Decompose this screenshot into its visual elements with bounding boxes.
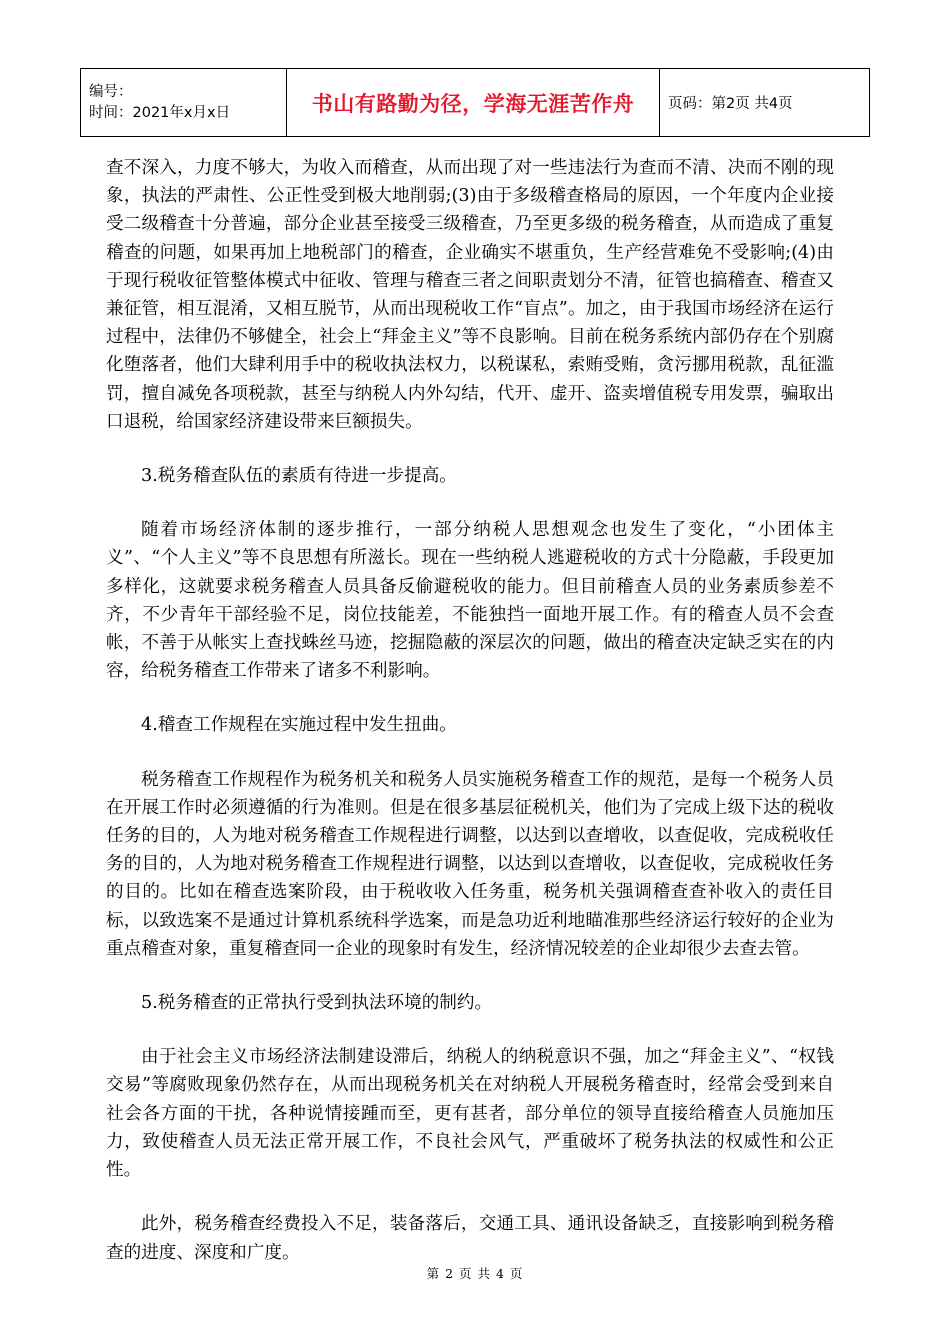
page-footer: 第 2 页 共 4 页 xyxy=(426,1266,524,1281)
header-motto: 书山有路勤为径，学海无涯苦作舟 xyxy=(287,69,660,137)
paragraph-funding: 此外，税务稽查经费投入不足，装备落后，交通工具、通讯设备缺乏，直接影响到税务稽查的进度、深度和广度。 xyxy=(106,1214,834,1263)
paragraph-enforcement-environment: 由于社会主义市场经济法制建设滞后，纳税人的纳税意识不强，加之“拜金主义”、“权钱交易”等腐败现象仍然存在，从而出现税务机关在对纳税人开展税务稽查时，经常会受到来自社会各方面的干扰，各种说情接踵而至，更有甚者，部分单位的领导直接给稽查人员施加压力，致使稽查人员无法正常开展工作，不良社会风气，严重破坏了税务执法的权威性和公正性。 xyxy=(106,1047,834,1181)
section-heading-3: 3.税务稽查队伍的素质有待进一步提高。 xyxy=(141,466,457,487)
paragraph-work-procedures: 税务稽查工作规程作为税务机关和税务人员实施税务稽查工作的规范，是每一个税务人员在开展工作时必须遵循的行为准则。但是在很多基层征税机关，他们为了完成上级下达的税收任务的目的，人为地对税务稽查工作规程进行调整，以达到以查增收，以查促收，完成税收任务的目的，人为地对税务稽查工作规程进行调整，以达到以查增收，以查促收，完成税收任务的目的。比如在稽查选案阶段，由于税收收入任务重，税务机关强调稽查查补收入的责任目标，以致选案不是通过计算机系统科学选案，而是急功近利地瞄准那些经济运行较好的企业为重点稽查对象，重复稽查同一企业的现象时有发生，经济情况较差的企业却很少去查去管。 xyxy=(106,769,834,959)
header-meta-cell xyxy=(81,69,287,137)
section-heading-5: 5.税务稽查的正常执行受到执法环境的制约。 xyxy=(141,993,493,1014)
page-header xyxy=(80,68,870,137)
number-label: 编号： xyxy=(89,83,133,100)
time-label: 时间：2021年x月x日 xyxy=(89,104,231,121)
document-body xyxy=(106,154,834,1293)
paragraph-continuation: 查不深入，力度不够大，为收入而稽查，从而出现了对一些违法行为查而不清、决而不刚的现象，执法的严肃性、公正性受到极大地削弱;(3)由于多级稽查格局的原因，一个年度内企业接受二级稽查十分普遍，部分企业甚至接受三级稽查，乃至更多级的税务稽查，从而造成了重复稽查的问题，如果再加上地税部门的稽查，企业确实不堪重负，生产经营难免不受影响;(4)由于现行税收征管整体模式中征收、管理与稽查三者之间职责划分不清，征管也搞稽查、稽查又兼征管，相互混淆，又相互脱节，从而出现税收工作“盲点”。加之，由于我国市场经济在运行过程中，法律仍不够健全，社会上“拜金主义”等不良影响。目前在税务系统内部仍存在个别腐化堕落者，他们大肆利用手中的税收执法权力，以税谋私，索贿受贿，贪污挪用税款，乱征滥罚，擅自减免各项税款，甚至与纳税人内外勾结，代开、虚开、盗卖增值税专用发票，骗取出口退税，给国家经济建设带来巨额损失。 xyxy=(106,158,834,432)
header-page-info: 页码：第2页 共4页 xyxy=(660,69,870,137)
paragraph-staff-quality: 随着市场经济体制的逐步推行，一部分纳税人思想观念也发生了变化，“小团体主义”、“个人主义”等不良思想有所滋长。现在一些纳税人逃避税收的方式十分隐蔽，手段更加多样化，这就要求税务稽查人员具备反偷避税收的能力。但目前稽查人员的业务素质参差不齐，不少青年干部经验不足，岗位技能差，不能独挡一面地开展工作。有的稽查人员不会查帐，不善于从帐实上查找蛛丝马迹，挖掘隐蔽的深层次的问题，做出的稽查决定缺乏实在的内容，给税务稽查工作带来了诸多不利影响。 xyxy=(106,520,834,682)
section-heading-4: 4.稽查工作规程在实施过程中发生扭曲。 xyxy=(141,715,457,736)
